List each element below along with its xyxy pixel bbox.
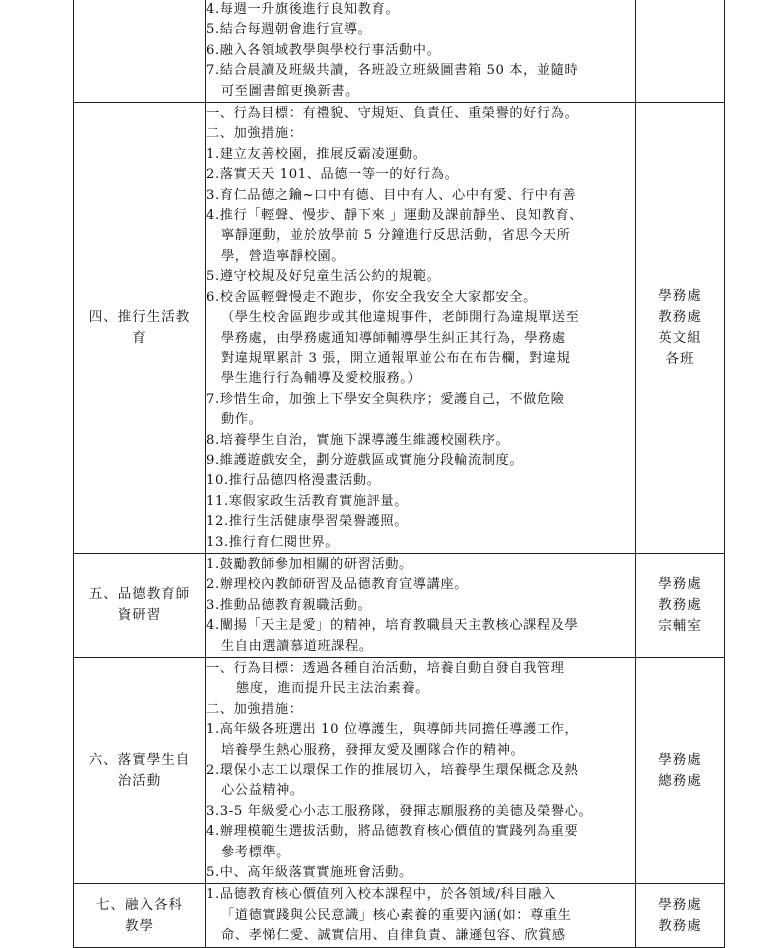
content-line: 4.每週一升旗後進行良知教育。	[206, 2, 400, 17]
content-line: 3.育仁品德之鑰~口中有德、目中有人、心中有愛、行中有善	[206, 187, 577, 203]
content-line: 3.推動品德教育親職活動。	[206, 597, 372, 613]
content-line: 命、孝悌仁愛、誠實信用、自律負責、謙遜包容、欣賞感	[221, 928, 566, 944]
content-line: 11.寒假家政生活教育實施評量。	[206, 493, 409, 509]
content-line: 態度，進而提升民主法治素養。	[236, 681, 430, 697]
content-line: 7.珍惜生命，加強上下學安全與秩序；愛護自己，不做危險	[206, 391, 565, 407]
content-line: 5.中、高年級落實實施班會活動。	[206, 865, 413, 881]
content-line: 一、行為目標：透過各種自治活動，培養自動自發自我管理	[206, 661, 565, 676]
content-line: 可至圖書館更換新書。	[221, 83, 359, 99]
content-line: 對違規單累計 3 張，開立通報單並公布在布告欄，對違規	[221, 350, 571, 366]
plan-table-body	[74, 0, 725, 947]
content-line: 7.結合晨讀及班級共讀，各班設立班級圖書箱 50 本，並隨時	[206, 63, 579, 79]
item-cell	[74, 553, 206, 657]
content-line: 寧靜運動，並於放學前 5 分鐘進行反思活動，省思今天所	[221, 228, 571, 244]
responsible-unit: 教務處	[658, 917, 702, 934]
responsible-unit: 教務處	[658, 596, 702, 613]
content-line: 培養學生熱心服務，發揮友愛及團隊合作的精神。	[221, 742, 525, 758]
content-line: 2.環保小志工以環保工作的推展切入，培養學生環保概念及熱	[206, 763, 579, 779]
responsible-unit: 宗輔室	[658, 617, 702, 634]
content-line: 1.鼓勵教師參加相關的研習活動。	[206, 556, 413, 572]
content-line: 動作。	[221, 412, 263, 428]
responsible-unit-cell	[636, 553, 725, 657]
content-line: 5.遵守校規及好兒童生活公約的規範。	[206, 269, 441, 285]
responsible-unit: 各班	[665, 351, 695, 367]
responsible-unit: 英文組	[658, 330, 702, 346]
plan-table	[73, 0, 725, 948]
item-title-line: 治活動	[117, 772, 162, 789]
content-line: 13.推行育仁閱世界。	[206, 534, 340, 550]
content-line: 1.高年級各班選出 10 位導護生，與導師共同擔任導護工作，	[206, 722, 579, 738]
content-line: 學生進行行為輔導及愛校服務。）	[221, 371, 422, 387]
content-line: 10.推行品德四格漫畫活動。	[206, 473, 381, 489]
content-line: 4.闡揚「天主是愛」的精神，培育教職員天主教核心課程及學	[206, 618, 579, 634]
responsible-unit: 總務處	[658, 772, 702, 789]
item-title-line: 育	[132, 330, 147, 346]
item-title-line: 四、推行生活教	[88, 309, 191, 325]
content-line: 6.融入各領域教學與學校行事活動中。	[206, 42, 441, 58]
content-line: 2.辦理校內教師研習及品德教育宣導講座。	[206, 577, 468, 593]
content-line: 3.3-5 年級愛心小志工服務隊，發揮志願服務的美德及榮譽心。	[206, 803, 593, 819]
content-line: （學生校舍區跑步或其他違規事件，老師開行為違規單送至	[221, 310, 580, 326]
content-line: 學務處，由學務處通知導師輔導學生糾正其行為，學務處	[221, 330, 566, 346]
responsible-unit: 教務處	[658, 309, 702, 325]
content-line: 1.品德教育核心價值列入校本課程中，於各領域/科目融入	[206, 887, 556, 903]
responsible-unit-cell	[636, 0, 725, 103]
content-line: 5.結合每週朝會進行宣導。	[206, 22, 372, 38]
content-cell	[206, 553, 636, 657]
item-cell	[74, 0, 206, 103]
table-row	[74, 0, 725, 103]
content-cell	[206, 658, 636, 884]
content-cell	[206, 0, 636, 103]
item-cell	[74, 103, 206, 554]
item-title-line: 六、落實學生自	[88, 751, 191, 768]
content-line: 12.推行生活健康學習榮譽護照。	[206, 514, 409, 530]
item-title-line: 教學	[125, 917, 154, 934]
content-line: 4.辦理模範生選拔活動，將品德教育核心價值的實踐列為重要	[206, 824, 579, 840]
content-line: 生自由選讀慕道班課程。	[221, 638, 373, 654]
content-line: 心公益精神。	[221, 783, 304, 799]
item-title-line: 七、融入各科	[96, 896, 183, 913]
item-title-line: 五、品德教育師	[88, 586, 191, 603]
content-line: 9.維護遊戲安全，劃分遊戲區或實施分段輪流制度。	[206, 452, 524, 468]
content-line: 1.建立友善校園，推展反霸凌運動。	[206, 146, 427, 162]
responsible-unit: 學務處	[658, 288, 702, 304]
table-row	[74, 553, 725, 657]
item-cell	[74, 658, 206, 884]
content-line: 二、加強措施：	[206, 701, 303, 717]
content-line: 一、行為目標：有禮貌、守規矩、負責任、重榮譽的好行為。	[206, 106, 579, 122]
content-cell	[206, 103, 636, 554]
responsible-unit: 學務處	[658, 896, 702, 913]
table-row	[74, 103, 725, 554]
table-row	[74, 658, 725, 884]
content-line: 4.推行「輕聲、慢步、靜下來 」運動及課前靜坐、良知教育、	[206, 208, 584, 224]
content-line: 學，營造寧靜校園。	[221, 248, 346, 264]
content-line: 8.培養學生自治，實施下課導護生維護校園秩序。	[206, 432, 510, 448]
responsible-unit: 學務處	[658, 575, 702, 592]
content-line: 2.落實天天 101、品德一等一的好行為。	[206, 167, 459, 183]
responsible-unit: 學務處	[658, 751, 702, 768]
item-title-line: 資研習	[117, 607, 162, 624]
content-line: 二、加強措施：	[206, 126, 303, 142]
content-line: 參考標準。	[221, 844, 290, 860]
responsible-unit-cell	[636, 658, 725, 884]
content-line: 6.校舍區輕聲慢走不跑步，你安全我安全大家都安全。	[206, 289, 537, 305]
content-line: 「道德實踐與公民意識」核心素養的重要內涵(如：尊重生	[221, 907, 572, 923]
responsible-unit-cell	[636, 103, 725, 554]
